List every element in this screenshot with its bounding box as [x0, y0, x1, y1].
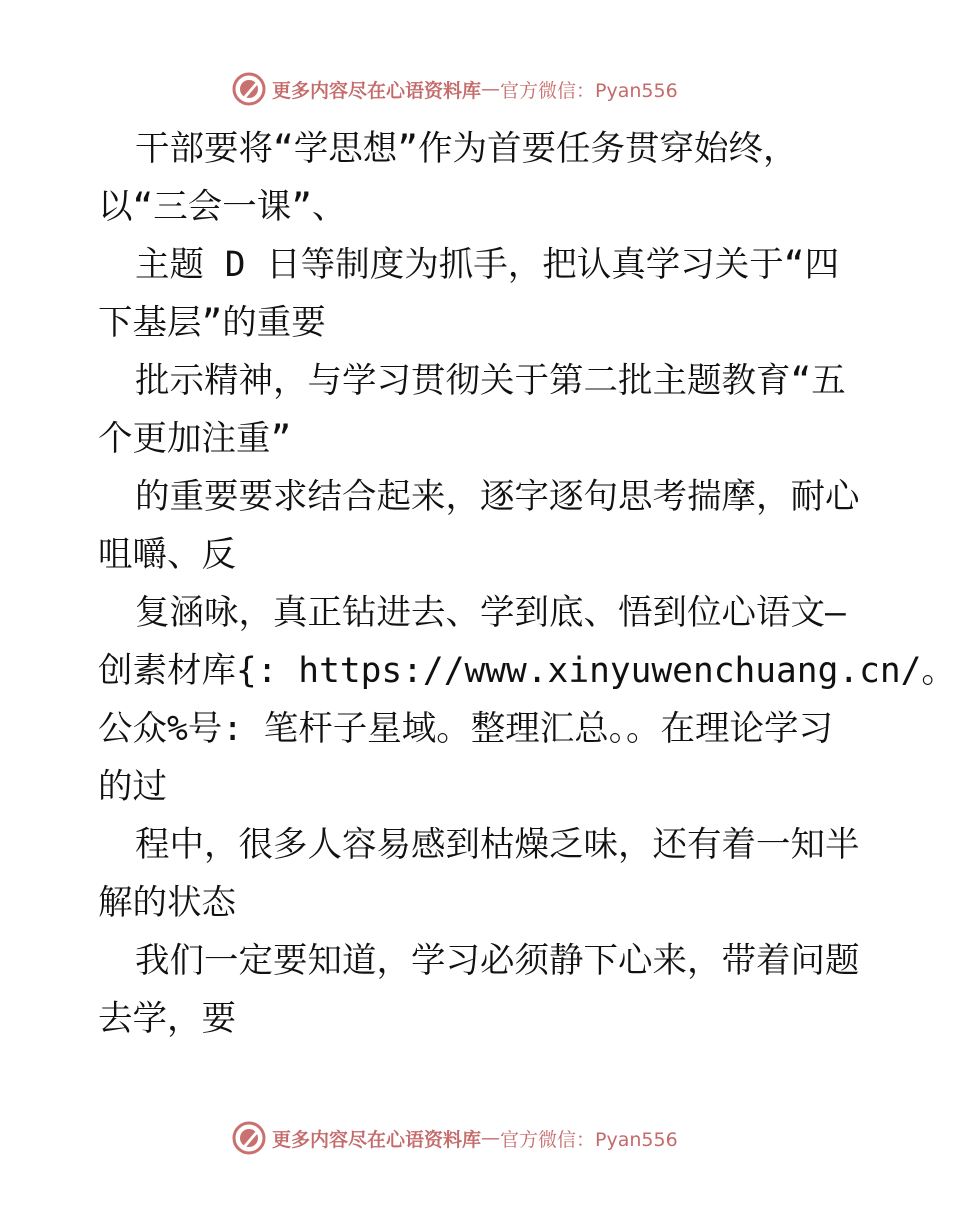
- footer-dash: —: [481, 1127, 501, 1149]
- footer-wechat-text: 官方微信：Pyan556: [500, 1128, 678, 1151]
- text-line: 创素材库{: https://www.xinyuwenchuang.cn/。: [98, 651, 956, 691]
- text-line: 个更加注重”: [98, 419, 292, 459]
- body-text: [98, 120, 956, 1048]
- text-line: 的过: [98, 767, 167, 807]
- footer-banner: [232, 1121, 712, 1155]
- text-line: 以“三会一课”、: [98, 187, 347, 227]
- text-line: 主题 D 日等制度为抓手，把认真学习关于“四: [135, 245, 840, 285]
- footer-brand-text: 更多内容尽在心语资料库: [272, 1128, 482, 1151]
- header-brand-text: 更多内容尽在心语资料库: [272, 79, 482, 102]
- text-line: 公众%号: 笔杆子星域。整理汇总。。在理论学习: [98, 709, 834, 749]
- text-line: 我们一定要知道，学习必须静下心来，带着问题: [135, 941, 860, 981]
- text-line: 解的状态: [98, 883, 236, 923]
- text-line: 复涵咏，真正钻进去、学到底、悟到位心语文—: [135, 593, 846, 633]
- text-line: 程中，很多人容易感到枯燥乏味，还有着一知半: [135, 825, 860, 865]
- text-line: 干部要将“学思想”作为首要任务贯穿始终，: [135, 129, 798, 169]
- header-banner: [232, 72, 712, 106]
- header-wechat-text: 官方微信：Pyan556: [500, 79, 678, 102]
- text-line: 批示精神，与学习贯彻关于第二批主题教育“五: [135, 361, 846, 401]
- text-line: 去学，要: [98, 999, 236, 1039]
- text-line: 下基层”的重要: [98, 303, 326, 343]
- text-line: 的重要要求结合起来，逐字逐句思考揣摩，耐心: [135, 477, 860, 517]
- pen-logo-icon: [232, 1121, 266, 1155]
- header-dash: —: [481, 78, 501, 100]
- pen-logo-icon: [232, 72, 266, 106]
- text-line: 咀嚼、反: [98, 535, 236, 575]
